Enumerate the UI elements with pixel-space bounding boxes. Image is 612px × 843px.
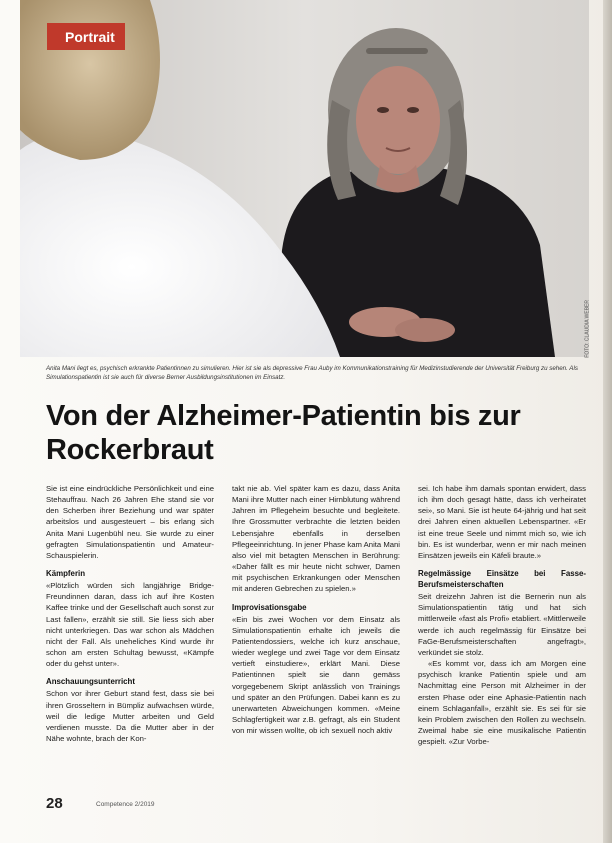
subheading: Improvisationsgabe <box>232 602 307 612</box>
article-headline: Von der Alzheimer-Patientin bis zur Rockerbraut <box>46 400 521 466</box>
article-column-1 <box>46 483 214 783</box>
paragraph: takt nie ab. Viel später kam es dazu, dass Anita Mani ihre Mutter nach einer Hirnblutung während Jahren im Pflegeheim besuchte und begleitete. Ihre Grossmutter verbrachte die letzten beiden Lebensjahre ebenfalls in derselben Pflegeeinrichtung. In jener Phase kam Anita Mani also viel mit betagten Menschen in Berührung: «Daher fällt es mir heute nicht schwer, Damen mit psychischen Erkrankungen oder Menschen mit anderen Gebrechen zu spielen.» <box>232 484 400 594</box>
subheading: Regelmässige Einsätze bei Fasse-Berufsmeisterschaften <box>418 569 586 590</box>
portrait-photo-image <box>20 0 589 357</box>
subheading: Kämpferin <box>46 569 86 579</box>
article-body <box>46 483 586 783</box>
paragraph: Seit dreizehn Jahren ist die Bernerin nun als Simulationspatientin tätig und hat sich mittlerweile «fast als Profi» etabliert. «Mittlerweile werde ich auch regelmässig für Einsätze bei FaGe-Berufsmeisterschaften angefragt», verkündet sie stolz. <box>418 592 586 657</box>
portrait-photo <box>20 0 589 357</box>
article-intro: Sie ist eine eindrückliche Persönlichkeit und eine Stehauffrau. Nach 26 Jahren Ehe stand sie vor den Scherben ihrer Beziehung und war später arbeitslos und ausgesteuert – bis erlang sich Anita Mani Lugenbühl neu. Sie wurde zu einer gefragten Simulationspatientin und Amateur-Schauspielerin. <box>46 484 214 560</box>
page-number: 28 <box>46 795 63 812</box>
subheading: Anschauungsunterricht <box>46 677 135 687</box>
rubric-label: Portrait <box>47 23 125 50</box>
photo-credit: FOTO: CLAUDIA WEBER <box>585 300 591 358</box>
page-spine-shadow <box>603 0 612 843</box>
paragraph: Schon vor ihrer Geburt stand fest, dass sie bei ihren Grosseltern in Bümpliz aufwachsen würde, weil die ledige Mutter arbeiten und Geld verdienen musste. Da die Mutter aber in der Nähe wohnte, brach der Kon- <box>46 689 214 743</box>
article-column-2 <box>232 483 400 783</box>
photo-caption: Anita Mani liegt es, psychisch erkrankte Patientinnen zu simulieren. Hier ist sie als depressive Frau Auby im Kommunikationstraining für Medizinstudierende der Universität Freiburg zu sehen. Als Simulationspatientin ist sie auch für diverse Berner Ausbildungsinstitutionen im Einsatz. <box>46 365 578 381</box>
journal-name: Competence 2/2019 <box>96 801 155 808</box>
paragraph: «Es kommt vor, dass ich am Morgen eine psychisch kranke Patientin spiele und am Nachmittag eine Person mit Alzheimer in der ersten Phase oder eine Aphasie-Patientin nach einem Schlaganfall», erzählt sie. Es sei für sie kein Problem zwischen den Rollen zu wechseln. Zweimal habe sie eine musikalische Patientin gespielt. «Zur Vorbe- <box>418 659 586 747</box>
article-column-3 <box>418 483 586 783</box>
paragraph: sei. Ich habe ihm damals spontan erwidert, dass ich ihm doch gesagt hätte, dass ich verheiratet sei», so Mani. Sie ist heute 64-jährig und hat seit drei Jahren einen aktuellen Lebenspartner. «Er ist eine treue Seele und nimmt mich so, wie ich bin. Es ist wunderbar, wenn er mir nach meinen Einsätzen jeweils ein Käfeli braute.» <box>418 484 586 560</box>
paragraph: «Ein bis zwei Wochen vor dem Einsatz als Simulationspatientin erhalte ich jeweils die Patientendossiers, welche ich kurz anschaue, wieder weglege und zwei Tage vor dem Einsatz vertieft einstudiere», erklärt Mani. Diese Patientinnen spielt sie dann gemäss vorgegebenem Skript anlässlich von Trainings und später an den Prüfungen. Dabei kann es zu unerwarteten Abweichungen kommen. «Meine Schlagfertigkeit war z.B. gefragt, als ein Student von mir wissen wollte, ob ich sexuell noch aktiv <box>232 614 400 736</box>
paragraph: «Plötzlich würden sich langjährige Bridge-Freundinnen daran, dass ich auf ihre Kosten Kaffee trinke und der Gesellschaft auch sonst zur Last fallen», erzählt sie still. Sie liess sich aber nicht unterkriegen. Das war schon als Mädchen nicht der Fall. Als uneheliches Kind wurde ihr schon am ersten Schultag bewusst, «Kämpfe oder du gehst unter». <box>46 581 214 669</box>
